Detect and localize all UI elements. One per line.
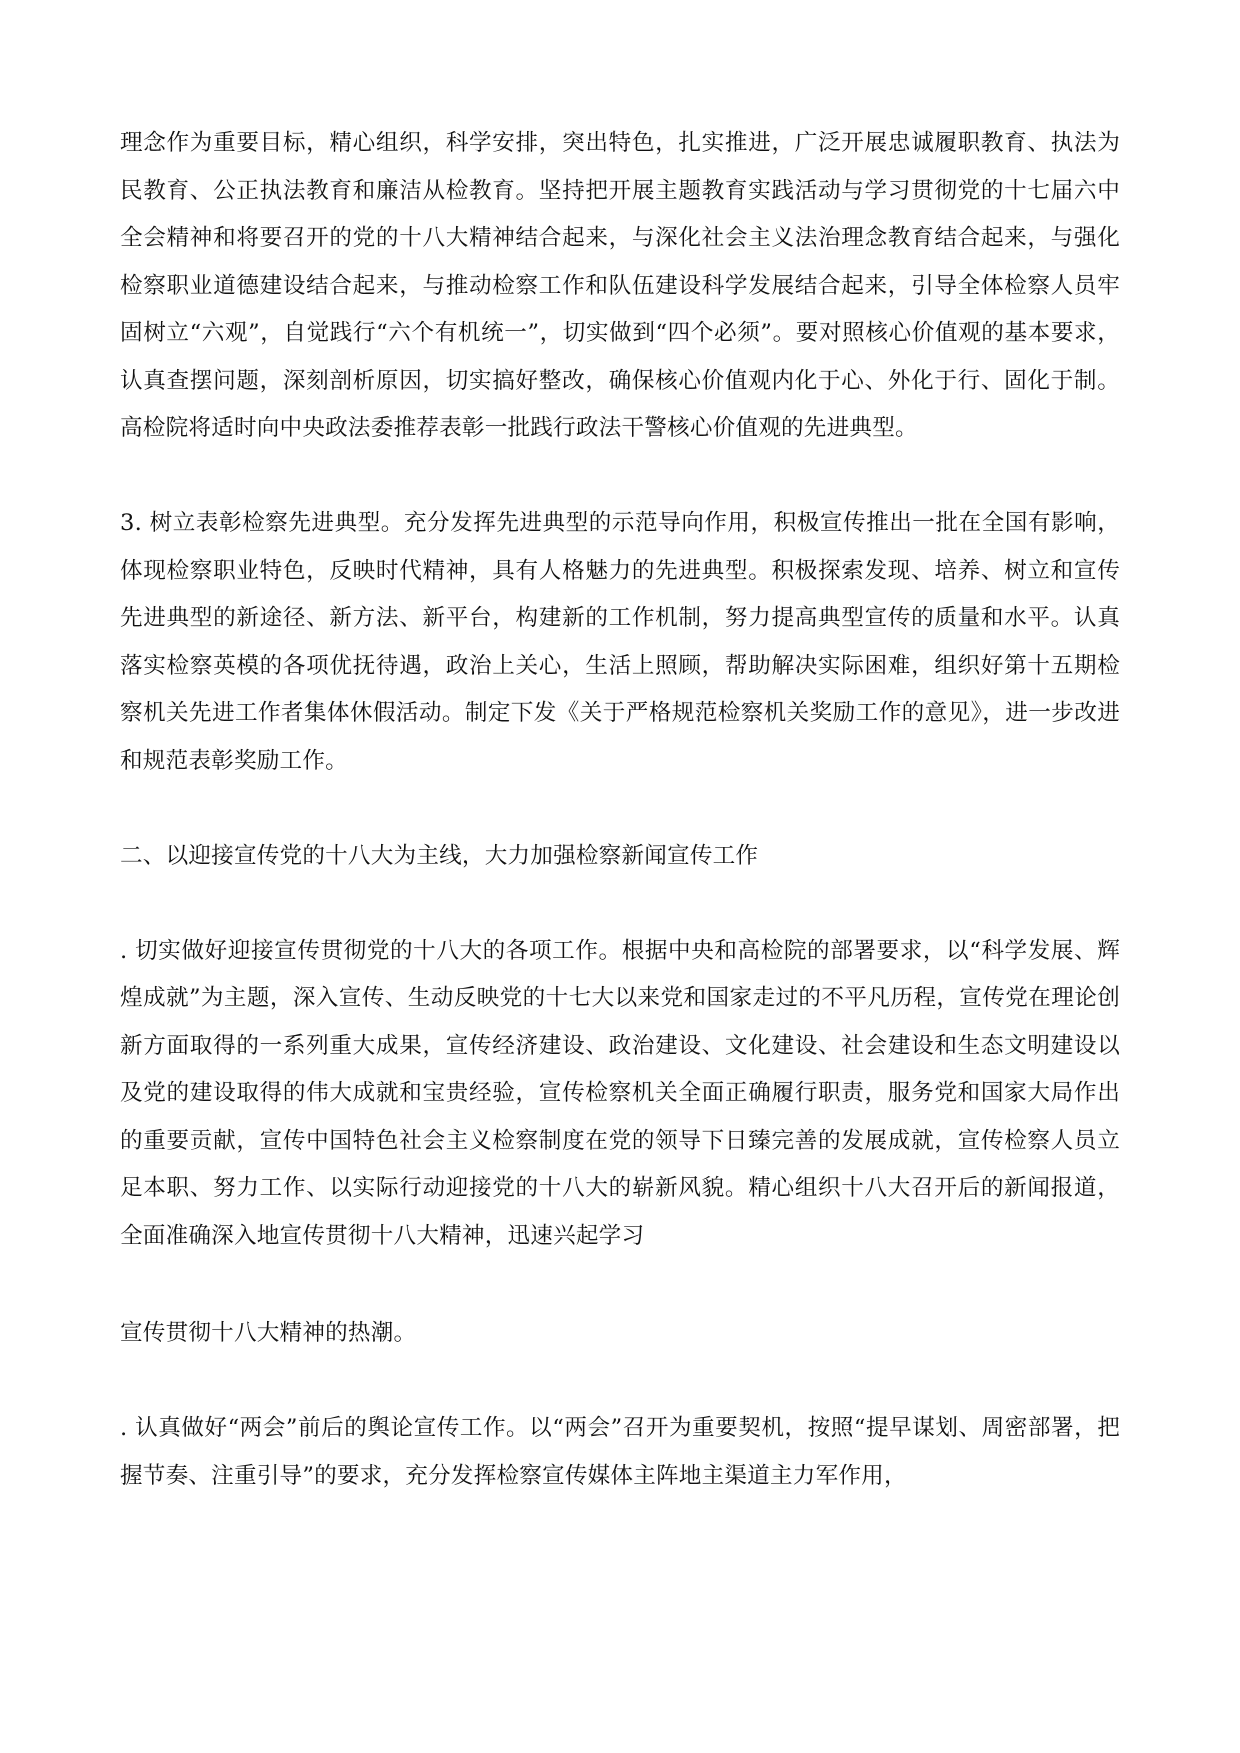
- paragraph-spacer: [120, 453, 1120, 501]
- paragraph-eighteenth-congress: . 切实做好迎接宣传贯彻党的十八大的各项工作。根据中央和高检院的部署要求，以“科学发展、辉煌成就”为主题，深入宣传、生动反映党的十七大以来党和国家走过的不平凡历程，宣传党在理论创新方面取得的一系列重大成果，宣传经济建设、政治建设、文化建设、社会建设和生态文明建设以及党的建设取得的伟大成就和宝贵经验，宣传检察机关全面正确履行职责，服务党和国家大局作出的重要贡献，宣传中国特色社会主义检察制度在党的领导下日臻完善的发展成就，宣传检察人员立足本职、努力工作、以实际行动迎接党的十八大的崭新风貌。精心组织十八大召开后的新闻报道，全面准确深入地宣传贯彻十八大精神，迅速兴起学习: [120, 937, 1120, 1249]
- document-body: [120, 120, 1120, 1500]
- paragraph-spacer: [120, 1358, 1120, 1406]
- paragraph-study-wave: 宣传贯彻十八大精神的热潮。: [120, 1320, 417, 1346]
- paragraph-spacer: [120, 1260, 1120, 1310]
- section-heading-news-publicity: 二、以迎接宣传党的十八大为主线，大力加强检察新闻宣传工作: [120, 842, 759, 869]
- paragraph-advanced-models: 3. 树立表彰检察先进典型。充分发挥先进典型的示范导向作用，积极宣传推出一批在全国有影响，体现检察职业特色，反映时代精神，具有人格魅力的先进典型。积极探索发现、培养、树立和宣传先进典型的新途径、新方法、新平台，构建新的工作机制，努力提高典型宣传的质量和水平。认真落实检察英模的各项优抚待遇，政治上关心，生活上照顾，帮助解决实际困难，组织好第十五期检察机关先进工作者集体休假活动。制定下发《关于严格规范检察机关奖励工作的意见》，进一步改进和规范表彰奖励工作。: [120, 510, 1120, 774]
- paragraph-spacer: [120, 880, 1120, 928]
- paragraph-core-values-education: 理念作为重要目标，精心组织，科学安排，突出特色，扎实推进，广泛开展忠诚履职教育、执法为民教育、公正执法教育和廉洁从检教育。坚持把开展主题教育实践活动与学习贯彻党的十七届六中全会精神和将要召开的党的十八大精神结合起来，与深化社会主义法治理念教育结合起来，与强化检察职业道德建设结合起来，与推动检察工作和队伍建设科学发展结合起来，引导全体检察人员牢固树立“六观”，自觉践行“六个有机统一”，切实做到“四个必须”。要对照核心价值观的基本要求，认真查摆问题，深刻剖析原因，切实搞好整改，确保核心价值观内化于心、外化于行、固化于制。高检院将适时向中央政法委推荐表彰一批践行政法干警核心价值观的先进典型。: [120, 130, 1120, 441]
- paragraph-two-sessions: . 认真做好“两会”前后的舆论宣传工作。以“两会”召开为重要契机，按照“提早谋划、周密部署，把握节奏、注重引导”的要求，充分发挥检察宣传媒体主阵地主渠道主力军作用，: [120, 1415, 1120, 1489]
- paragraph-spacer: [120, 785, 1120, 833]
